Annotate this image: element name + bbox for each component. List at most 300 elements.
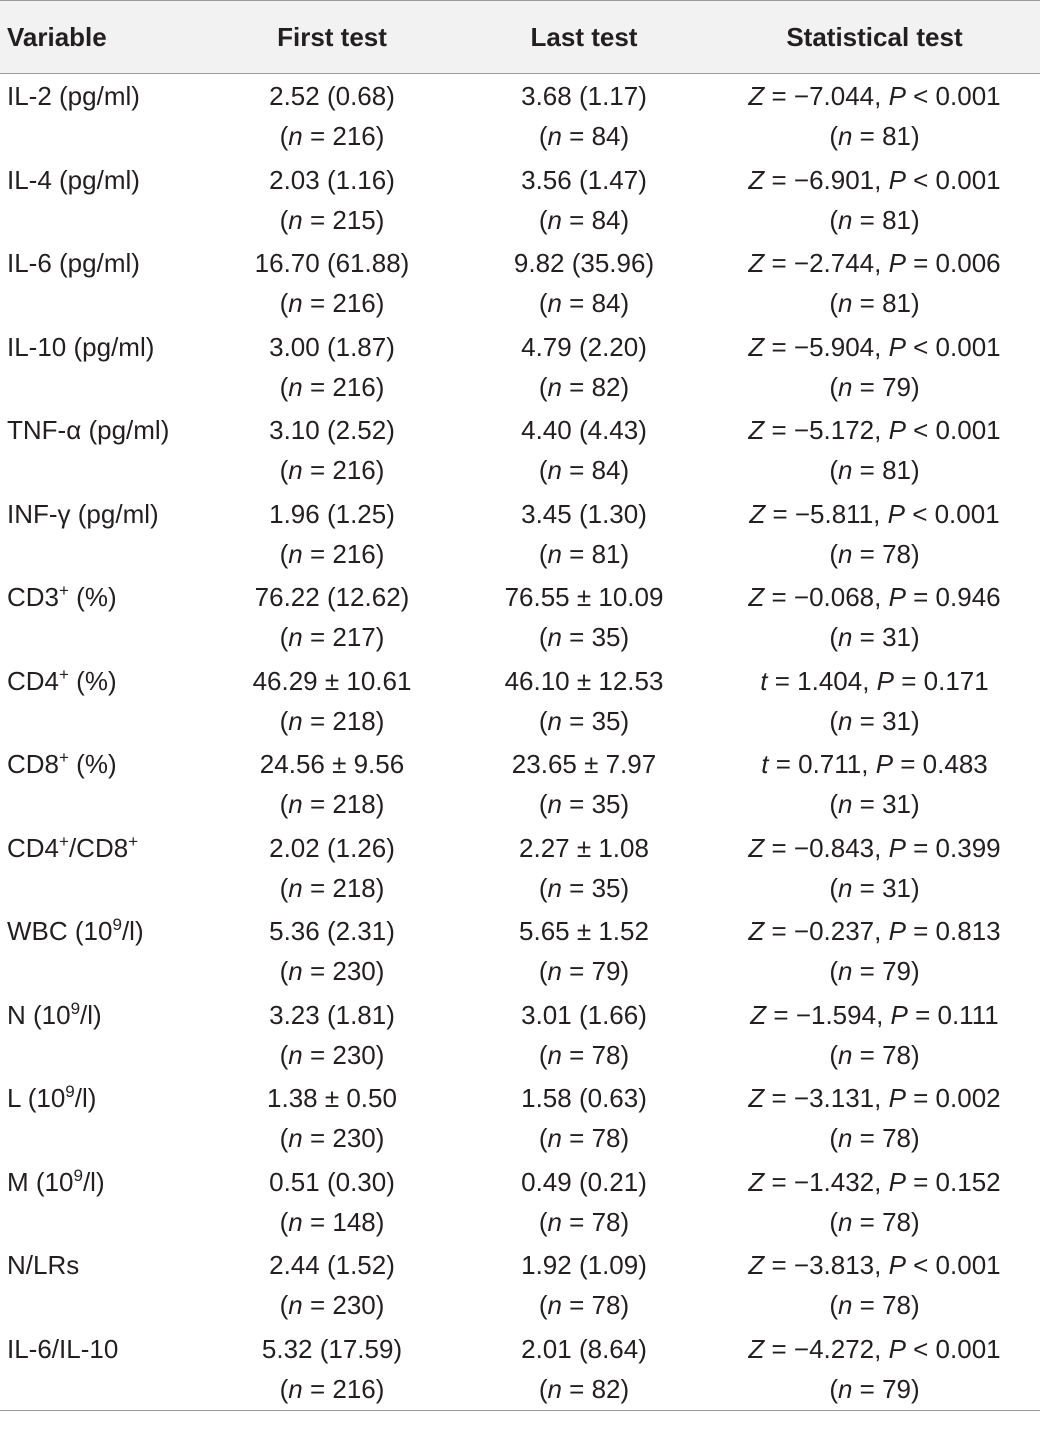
variable-name: IL-2 (pg/ml)	[7, 81, 140, 111]
statistic-symbol: t	[761, 749, 769, 779]
n-close: )	[620, 705, 630, 736]
n-open: (	[279, 121, 289, 151]
variable-text: CD8	[7, 749, 60, 779]
n-close: )	[911, 622, 920, 652]
n-equals: =	[852, 872, 883, 903]
statistic-value: = 1.404,	[767, 665, 877, 696]
first-test-cell	[205, 742, 459, 826]
statistic-value: = −5.904,	[764, 331, 889, 362]
sample-size	[459, 1285, 709, 1325]
n-equals: =	[561, 288, 592, 318]
n-close: )	[375, 538, 385, 569]
n-symbol: n	[288, 1290, 303, 1320]
last-test-value: 23.65 ± 7.97	[511, 749, 657, 779]
n-close: )	[911, 956, 920, 986]
last-test-value: 4.40 (4.43)	[521, 415, 647, 445]
first-test-cell	[205, 492, 459, 576]
first-test-value: 1.96 (1.25)	[269, 498, 395, 529]
table-row	[0, 1243, 1040, 1327]
n-equals: =	[302, 705, 333, 736]
statistic-value: = 0.171	[894, 665, 989, 696]
n-close: )	[620, 872, 630, 903]
table-body	[0, 74, 1040, 1411]
statistical-test-cell	[709, 325, 1040, 409]
variable-name: TNF-α (pg/ml)	[7, 415, 170, 445]
n-value: 230	[332, 1039, 376, 1070]
n-symbol: n	[837, 288, 853, 318]
variable-name: IL-6 (pg/ml)	[7, 248, 140, 278]
first-test-cell	[205, 1327, 459, 1411]
n-open: (	[829, 1373, 838, 1404]
statistic-value: < 0.001	[905, 1333, 1001, 1364]
n-close: )	[911, 872, 920, 903]
sample-size	[709, 617, 1040, 657]
statistic-symbol: P	[890, 999, 908, 1030]
n-symbol: n	[837, 455, 853, 485]
sample-size	[709, 951, 1040, 991]
n-value: 35	[591, 622, 621, 652]
last-test-value: 2.01 (8.64)	[521, 1333, 647, 1364]
variable-text: N (10	[7, 999, 71, 1030]
n-value: 78	[591, 1123, 621, 1153]
header-last-test: Last test	[459, 1, 709, 74]
statistic-value: = 0.711,	[768, 749, 876, 779]
first-test-value: 3.00 (1.87)	[269, 331, 395, 362]
variable-superscript: +	[59, 748, 69, 767]
n-open: (	[538, 1039, 548, 1070]
n-open: (	[279, 1039, 289, 1070]
statistic-symbol: P	[888, 1166, 906, 1197]
sample-size	[709, 1035, 1040, 1075]
n-value: 81	[882, 204, 912, 235]
first-test-cell	[205, 241, 459, 325]
variable-text: WBC (10	[7, 916, 113, 946]
variable-cell	[0, 742, 205, 826]
sample-size	[205, 701, 459, 741]
n-equals: =	[561, 1206, 592, 1237]
last-test-value: 3.45 (1.30)	[521, 498, 647, 529]
statistic-line	[709, 1076, 1040, 1118]
n-value: 35	[591, 872, 621, 903]
n-equals: =	[852, 1206, 883, 1237]
table-row	[0, 1160, 1040, 1244]
n-close: )	[375, 455, 385, 485]
n-value: 84	[591, 204, 621, 235]
n-equals: =	[852, 371, 883, 402]
n-symbol: n	[288, 1123, 303, 1153]
n-open: (	[538, 288, 548, 318]
n-value: 31	[882, 622, 912, 652]
variable-text: (%)	[68, 665, 117, 696]
statistic-value: < 0.001	[905, 81, 1001, 111]
statistic-symbol: P	[888, 582, 906, 612]
statistic-value: = −0.843,	[764, 832, 889, 863]
n-symbol: n	[837, 204, 853, 235]
sample-size	[709, 116, 1040, 156]
table-row	[0, 575, 1040, 659]
sample-size	[205, 784, 459, 824]
first-test-cell	[205, 158, 459, 242]
n-value: 218	[332, 705, 376, 736]
variable-superscript: 9	[112, 915, 122, 934]
n-symbol: n	[547, 872, 562, 903]
n-equals: =	[561, 789, 592, 819]
last-test-value: 0.49 (0.21)	[521, 1166, 647, 1197]
n-equals: =	[302, 538, 333, 569]
n-value: 78	[882, 1123, 912, 1153]
n-open: (	[538, 1206, 548, 1237]
n-symbol: n	[288, 1206, 303, 1237]
sample-size	[205, 450, 459, 490]
last-test-cell	[459, 993, 709, 1077]
n-open: (	[279, 1206, 289, 1237]
n-close: )	[911, 288, 920, 318]
variable-name	[7, 993, 205, 1035]
n-open: (	[279, 538, 289, 569]
sample-size	[459, 1369, 709, 1409]
n-equals: =	[852, 1039, 883, 1070]
statistical-test-cell	[709, 158, 1040, 242]
statistic-symbol: P	[888, 415, 906, 445]
n-open: (	[279, 872, 289, 903]
statistic-line	[709, 325, 1040, 367]
table-row	[0, 492, 1040, 576]
sample-size	[709, 784, 1040, 824]
n-open: (	[538, 121, 548, 151]
statistic-symbol: Z	[750, 999, 767, 1030]
sample-size	[459, 450, 709, 490]
n-symbol: n	[837, 705, 853, 736]
statistic-symbol: P	[888, 248, 906, 278]
statistic-value: = −1.594,	[766, 999, 891, 1030]
variable-cell	[0, 241, 205, 325]
n-open: (	[829, 789, 838, 819]
sample-size	[459, 1035, 709, 1075]
n-open: (	[279, 371, 289, 402]
variable-cell	[0, 575, 205, 659]
sample-size	[459, 868, 709, 908]
variable-cell	[0, 993, 205, 1077]
sample-size	[205, 1118, 459, 1158]
statistic-value: = 0.483	[893, 749, 988, 779]
n-equals: =	[852, 121, 883, 151]
n-symbol: n	[837, 956, 853, 986]
sample-size	[709, 1202, 1040, 1242]
n-value: 78	[882, 1290, 912, 1320]
n-equals: =	[852, 204, 883, 235]
sample-size	[709, 367, 1040, 407]
n-symbol: n	[288, 705, 303, 736]
sample-size	[709, 701, 1040, 741]
n-open: (	[538, 1290, 548, 1320]
first-test-cell	[205, 1160, 459, 1244]
variable-superscript: 9	[73, 1165, 83, 1185]
n-symbol: n	[837, 121, 853, 151]
sample-size	[709, 868, 1040, 908]
n-symbol: n	[547, 1039, 562, 1070]
sample-size	[459, 367, 709, 407]
n-equals: =	[302, 1206, 333, 1237]
n-open: (	[538, 1123, 548, 1153]
n-open: (	[829, 538, 838, 569]
last-test-cell	[459, 1327, 709, 1411]
statistic-symbol: Z	[749, 498, 766, 529]
variable-text: (%)	[68, 582, 117, 612]
n-open: (	[538, 956, 548, 986]
n-equals: =	[561, 705, 592, 736]
statistic-value: = 0.152	[905, 1166, 1001, 1197]
statistic-value: = 0.111	[907, 999, 999, 1030]
table-row	[0, 74, 1040, 158]
first-test-value: 5.36 (2.31)	[269, 916, 395, 946]
statistical-test-cell	[709, 1243, 1040, 1327]
n-equals: =	[302, 789, 333, 819]
n-equals: =	[302, 204, 333, 235]
statistic-symbol: P	[887, 498, 905, 529]
n-equals: =	[302, 956, 333, 986]
n-close: )	[375, 1206, 385, 1237]
n-symbol: n	[547, 956, 562, 986]
n-equals: =	[852, 956, 883, 986]
n-value: 216	[332, 455, 376, 485]
n-open: (	[829, 956, 838, 986]
variable-superscript: +	[59, 581, 69, 600]
first-test-value: 2.52 (0.68)	[269, 81, 395, 111]
variable-cell	[0, 325, 205, 409]
n-symbol: n	[547, 288, 562, 318]
first-test-cell	[205, 993, 459, 1077]
n-value: 216	[332, 371, 376, 402]
n-value: 230	[332, 956, 376, 986]
n-open: (	[538, 538, 548, 569]
n-close: )	[911, 204, 920, 235]
n-close: )	[620, 1039, 630, 1070]
n-open: (	[829, 705, 838, 736]
n-close: )	[620, 1373, 630, 1404]
last-test-value: 76.55 ± 10.09	[504, 582, 664, 612]
first-test-cell	[205, 1076, 459, 1160]
n-value: 31	[882, 872, 912, 903]
variable-cell	[0, 492, 205, 576]
statistic-symbol: Z	[748, 164, 765, 195]
n-close: )	[911, 121, 920, 151]
variable-cell	[0, 408, 205, 492]
n-close: )	[620, 371, 630, 402]
n-equals: =	[852, 789, 883, 819]
sample-size	[205, 283, 459, 323]
sample-size	[459, 1118, 709, 1158]
statistical-test-cell	[709, 408, 1040, 492]
n-symbol: n	[288, 538, 303, 569]
sample-size	[459, 116, 709, 156]
statistic-symbol: P	[888, 331, 906, 362]
first-test-value: 3.23 (1.81)	[269, 999, 395, 1030]
n-value: 148	[332, 1206, 376, 1237]
n-value: 31	[882, 789, 912, 819]
n-equals: =	[302, 121, 333, 151]
last-test-value: 4.79 (2.20)	[521, 331, 647, 362]
variable-superscript: +	[59, 831, 69, 851]
statistic-symbol: P	[888, 1083, 906, 1113]
n-value: 78	[882, 1206, 912, 1237]
n-close: )	[375, 288, 385, 318]
n-open: (	[538, 789, 548, 819]
variable-text: /CD8	[68, 832, 129, 863]
variable-text: CD4	[7, 665, 60, 696]
statistical-test-cell	[709, 659, 1040, 743]
n-close: )	[375, 956, 385, 986]
n-open: (	[829, 622, 838, 652]
last-test-cell	[459, 1076, 709, 1160]
n-value: 79	[591, 956, 621, 986]
variable-text: /l)	[121, 916, 144, 946]
first-test-value: 2.44 (1.52)	[269, 1250, 395, 1280]
statistic-symbol: Z	[748, 1166, 765, 1197]
statistic-symbol: Z	[748, 1083, 765, 1113]
sample-size	[459, 534, 709, 574]
n-equals: =	[561, 121, 592, 151]
n-value: 81	[882, 288, 912, 318]
variable-superscript: +	[128, 831, 139, 851]
variable-name	[7, 826, 205, 868]
first-test-cell	[205, 909, 459, 993]
last-test-value: 3.01 (1.66)	[521, 999, 647, 1030]
first-test-value: 5.32 (17.59)	[261, 1333, 403, 1364]
sample-size	[459, 701, 709, 741]
last-test-cell	[459, 575, 709, 659]
statistic-symbol: P	[876, 665, 895, 696]
sample-size	[205, 868, 459, 908]
n-close: )	[620, 789, 630, 819]
sample-size	[459, 951, 709, 991]
n-equals: =	[302, 622, 333, 652]
n-equals: =	[852, 1123, 883, 1153]
statistic-value: = −3.131,	[764, 1083, 889, 1113]
statistic-value: < 0.001	[905, 331, 1001, 362]
statistic-symbol: P	[888, 1333, 906, 1364]
n-value: 79	[882, 956, 912, 986]
sample-size	[709, 534, 1040, 574]
variable-name	[7, 1160, 205, 1202]
n-open: (	[829, 1039, 838, 1070]
statistic-line	[709, 241, 1040, 283]
statistic-value: = −6.901,	[764, 164, 889, 195]
statistical-test-cell	[709, 742, 1040, 826]
n-value: 78	[591, 1290, 621, 1320]
statistic-value: = 0.399	[905, 832, 1001, 863]
statistic-value: = 0.002	[905, 1083, 1001, 1113]
sample-size	[709, 1369, 1040, 1409]
n-open: (	[279, 1373, 289, 1404]
n-symbol: n	[547, 1290, 562, 1320]
n-equals: =	[302, 1373, 333, 1404]
statistic-symbol: P	[875, 749, 894, 779]
n-close: )	[375, 121, 385, 151]
first-test-value: 76.22 (12.62)	[254, 582, 410, 612]
statistic-symbol: P	[888, 916, 906, 946]
n-open: (	[538, 705, 548, 736]
n-equals: =	[852, 538, 883, 569]
statistic-line	[709, 408, 1040, 450]
first-test-value: 0.51 (0.30)	[269, 1166, 395, 1197]
last-test-cell	[459, 241, 709, 325]
n-symbol: n	[547, 1373, 562, 1404]
n-open: (	[538, 872, 548, 903]
n-close: )	[911, 705, 920, 736]
n-symbol: n	[547, 455, 562, 485]
table-row	[0, 1327, 1040, 1411]
last-test-cell	[459, 742, 709, 826]
statistic-value: = −2.744,	[764, 248, 889, 278]
n-equals: =	[302, 872, 333, 903]
header-variable: Variable	[0, 1, 205, 74]
n-symbol: n	[547, 622, 562, 652]
n-open: (	[829, 288, 838, 318]
variable-name	[7, 1076, 205, 1118]
first-test-value: 24.56 ± 9.56	[259, 749, 405, 779]
n-equals: =	[561, 956, 592, 986]
n-close: )	[375, 1039, 385, 1070]
n-symbol: n	[288, 789, 303, 819]
variable-name: IL-4 (pg/ml)	[7, 164, 140, 195]
variable-text: /l)	[82, 1166, 105, 1197]
n-open: (	[279, 1290, 289, 1320]
n-open: (	[279, 455, 289, 485]
n-equals: =	[561, 1123, 592, 1153]
n-close: )	[911, 1123, 920, 1153]
sample-size	[709, 1285, 1040, 1325]
n-equals: =	[852, 705, 883, 736]
n-close: )	[375, 789, 385, 819]
statistic-line	[709, 158, 1040, 200]
statistical-test-cell	[709, 909, 1040, 993]
n-value: 79	[882, 371, 912, 402]
statistic-value: < 0.001	[905, 415, 1001, 445]
n-equals: =	[561, 371, 592, 402]
last-test-value: 3.56 (1.47)	[521, 164, 647, 195]
first-test-cell	[205, 575, 459, 659]
statistic-line	[709, 826, 1040, 868]
first-test-value: 3.10 (2.52)	[269, 415, 395, 445]
n-open: (	[538, 622, 548, 652]
first-test-cell	[205, 659, 459, 743]
sample-size	[205, 1369, 459, 1409]
statistic-symbol: P	[888, 164, 906, 195]
n-symbol: n	[288, 956, 303, 986]
table-row	[0, 659, 1040, 743]
n-symbol: n	[288, 1373, 303, 1404]
n-close: )	[620, 288, 630, 318]
statistic-line	[709, 909, 1040, 951]
statistic-line	[709, 993, 1040, 1035]
variable-cell	[0, 826, 205, 910]
sample-size	[205, 951, 459, 991]
statistic-value: < 0.001	[905, 1250, 1001, 1280]
n-value: 78	[591, 1039, 621, 1070]
n-value: 216	[332, 538, 376, 569]
variable-superscript: 9	[70, 998, 81, 1018]
statistical-test-cell	[709, 993, 1040, 1077]
variable-text: L (10	[7, 1083, 66, 1113]
n-symbol: n	[837, 1290, 853, 1320]
statistic-value: = −0.237,	[764, 916, 889, 946]
last-test-value: 46.10 ± 12.53	[504, 665, 664, 696]
last-test-value: 1.92 (1.09)	[521, 1250, 647, 1280]
sample-size	[205, 1202, 459, 1242]
n-open: (	[829, 872, 838, 903]
n-equals: =	[852, 1373, 883, 1404]
n-value: 81	[591, 538, 621, 569]
